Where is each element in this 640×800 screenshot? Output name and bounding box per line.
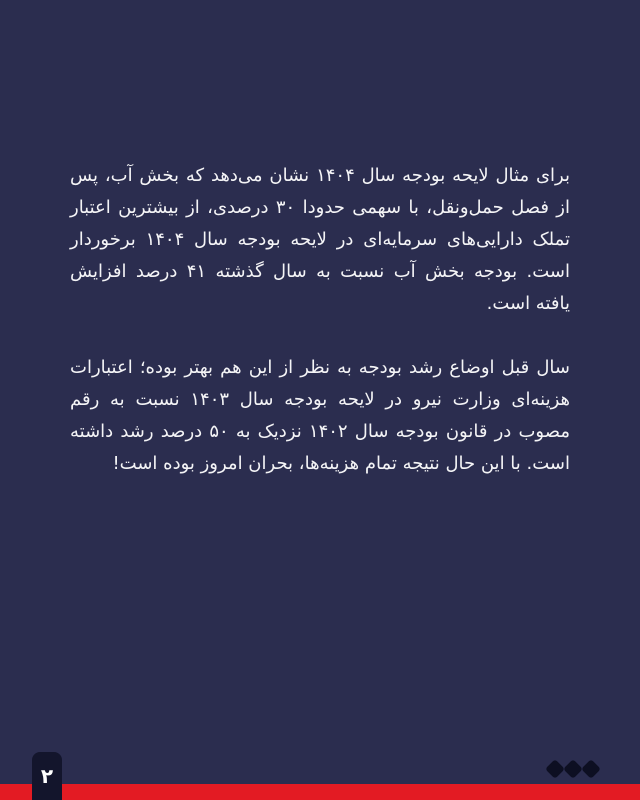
article-body [70, 160, 570, 480]
diamond-dot-icon [563, 759, 583, 779]
paragraph-1: برای مثال لایحه بودجه سال ۱۴۰۴ نشان می‌دهد که بخش آب، پس از فصل حمل‌ونقل، با سهمی حدودا ۳۰ درصدی، از بیشترین اعتبار تملک دارایی‌های سرمایه‌ای در لایحه بودجه سال ۱۴۰۴ برخوردار است. بودجه بخش آب نسبت به سال گذشته ۴۱ درصد افزایش یافته است. [70, 165, 570, 314]
diamond-dot-icon [581, 759, 601, 779]
three-diamond-dots-icon [548, 762, 598, 776]
page-number-badge: ۲ [32, 752, 62, 800]
paragraph-2: سال قبل اوضاع رشد بودجه به نظر از این هم بهتر بوده؛ اعتبارات هزینه‌ای وزارت نیرو در لایحه بودجه سال ۱۴۰۳ نسبت به رقم مصوب در قانون بودجه سال ۱۴۰۲ نزدیک به ۵۰ درصد رشد داشته است. با این حال نتیجه تمام هزینه‌ها، بحران امروز بوده است! [70, 357, 570, 474]
diamond-dot-icon [545, 759, 565, 779]
bottom-accent-bar [0, 784, 640, 800]
